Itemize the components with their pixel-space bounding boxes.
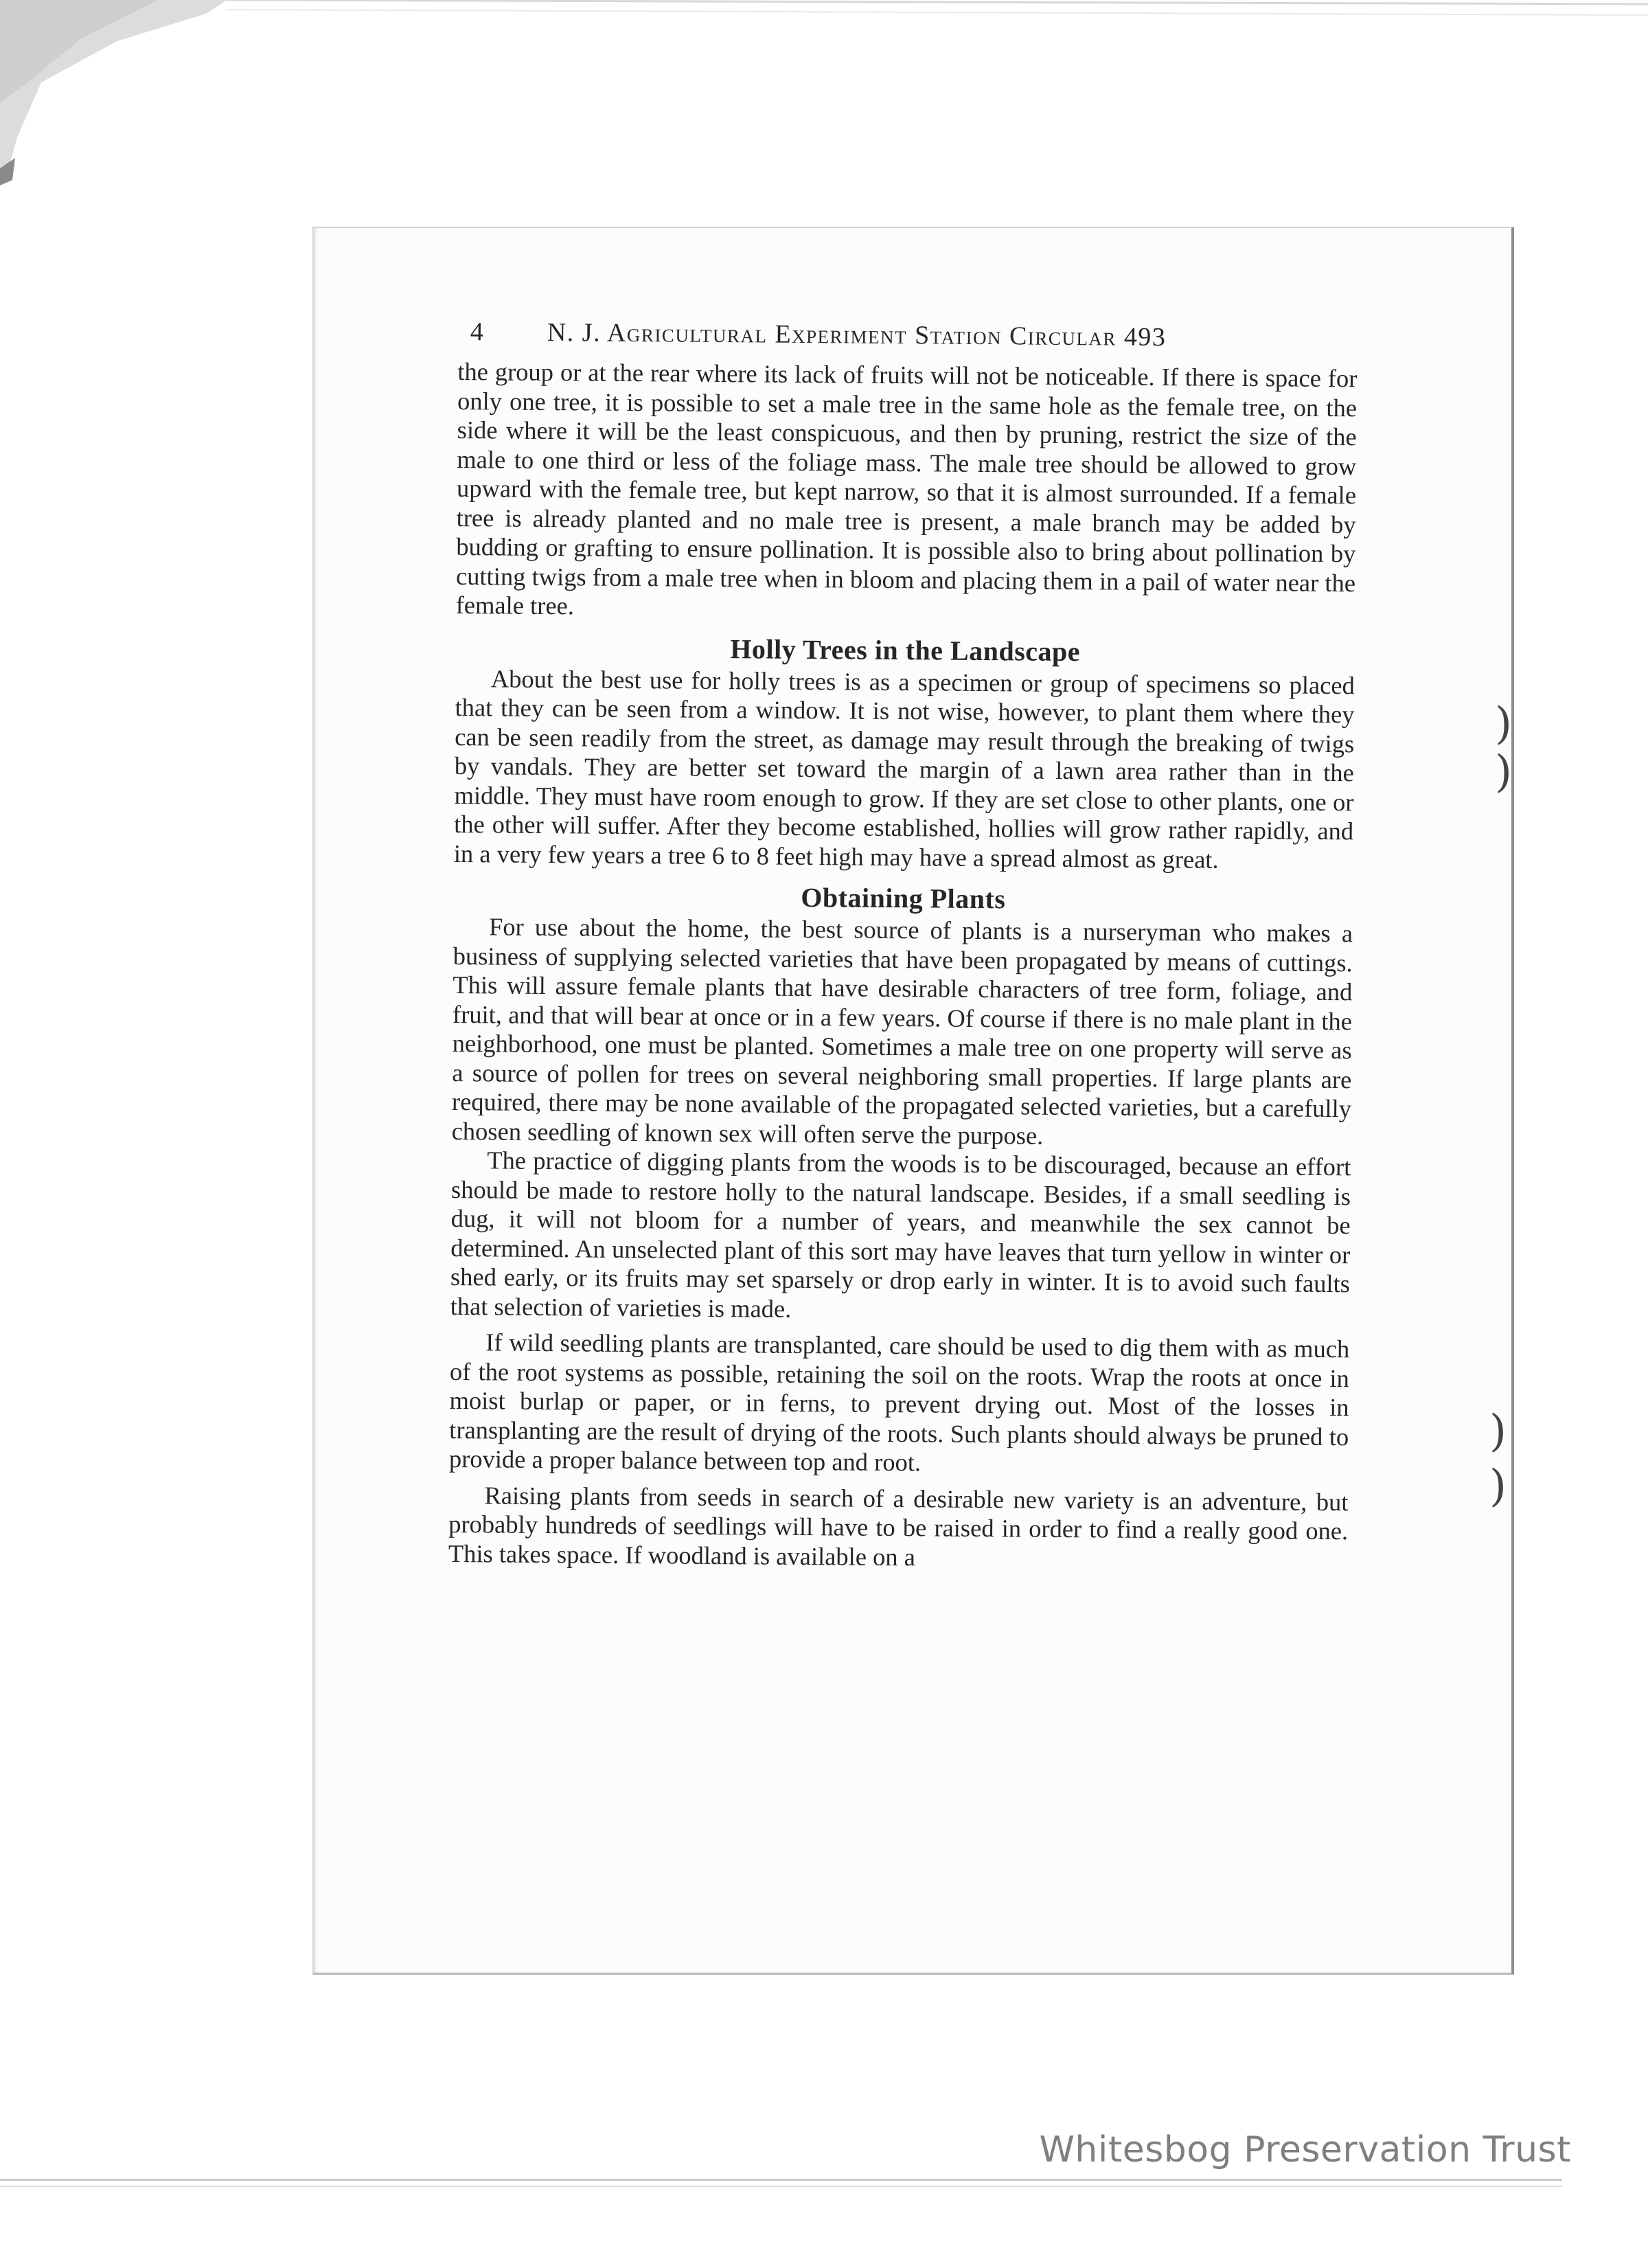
paragraph-continued: the group or at the rear where its lack of fruits will not be noticeable. If there is space for only one tree, it is possible to set a male tree in the same hole as the female tree, on the side where it will be the least conspicuous, and then by pruning, restrict the size of the male to one third or less of the foliage mass. The male tree should be allowed to grow upward with the female tree, but kept narrow, so that it is almost surrounded. If a female tree is already planted and no male tree is present, a male branch may be added by budding or grafting to ensure pollination. It is possible also to bring about pollination by cutting twigs from a male tree when in bloom and placing them in a pail of water near the female tree.: [455, 356, 1358, 620]
heading-holly-landscape: Holly Trees in the Landscape: [730, 633, 1081, 667]
page-number: 4: [470, 317, 483, 347]
scanner-bottom-edge: [0, 2186, 1562, 2187]
scanner-bottom-edge: [0, 2179, 1562, 2181]
paragraph-obtaining-3: If wild seedling plants are transplanted, care should be used to dig them with as much of the root systems as possible, retaining the soil on the roots. Wrap the roots at once in moist burlap or paper, or in ferns, to prevent drying out. Most of the losses in transplanting are the result of drying of the roots. Such plants should always be pruned to provide a proper balance between top and root.: [448, 1328, 1350, 1477]
scanner-edge-shadow: [0, 0, 1648, 199]
printed-sheet: [312, 227, 1514, 1975]
paragraph-landscape: About the best use for holly trees is as a specimen or group of specimens so placed that they can be seen from a window. It is not wise, however, to plant them where they can be seen readily from the street, as damage may result through the breaking of twigs by vandals. They are better set toward the margin of a lawn area rather than in the middle. They must have room enough to grow. If they are set close to other plants, one or the other will suffer. After they become established, hollies will grow rather rapidly, and in a very few years a tree 6 to 8 feet high may have a spread almost as great.: [453, 664, 1355, 874]
page-text: [448, 317, 1358, 1575]
heading-obtaining-plants: Obtaining Plants: [801, 881, 1006, 915]
running-head: [458, 317, 1358, 364]
watermark-text: Whitesbog Preservation Trust: [1039, 2129, 1571, 2170]
margin-mark: ): [1495, 747, 1512, 797]
margin-mark: ): [1489, 1406, 1507, 1457]
paragraph-obtaining-1: For use about the home, the best source of plants is a nurseryman who makes a business of supplying selected varieties that have been propagated by means of cuttings. This will assure female plants that have desirable characters of tree form, foliage, and fruit, and that will bear at once or in a few years. Of course if there is no male plant in the neighborhood, one must be planted. Sometimes a male tree on one property will serve as a source of pollen for trees on several neighboring small properties. If large plants are required, there may be none available of the propagated selected varieties, but a carefully chosen seedling of known sex will often serve the purpose.: [451, 912, 1353, 1150]
paragraph-obtaining-2: The practice of digging plants from the woods is to be discouraged, because an effort should be made to restore holly to the natural landscape. Besides, if a small seedling is dug, it will not bloom for a number of years, and meanwhile the sex cannot be determined. An unselected plant of this sort may have leaves that turn yellow in winter or shed early, or its fruits may set sparsely or drop early in winter. It is to avoid such faults that selection of varieties is made.: [450, 1146, 1351, 1323]
margin-mark: ): [1489, 1461, 1507, 1512]
running-title: N. J. Agricultural Experiment Station Circular 493: [547, 318, 1167, 352]
margin-mark: ): [1495, 699, 1512, 749]
paragraph-obtaining-4: Raising plants from seeds in search of a desirable new variety is an adventure, but probably hundreds of seedlings will have to be raised in order to find a really good one. This takes space. If woodland is available on a: [448, 1480, 1349, 1571]
